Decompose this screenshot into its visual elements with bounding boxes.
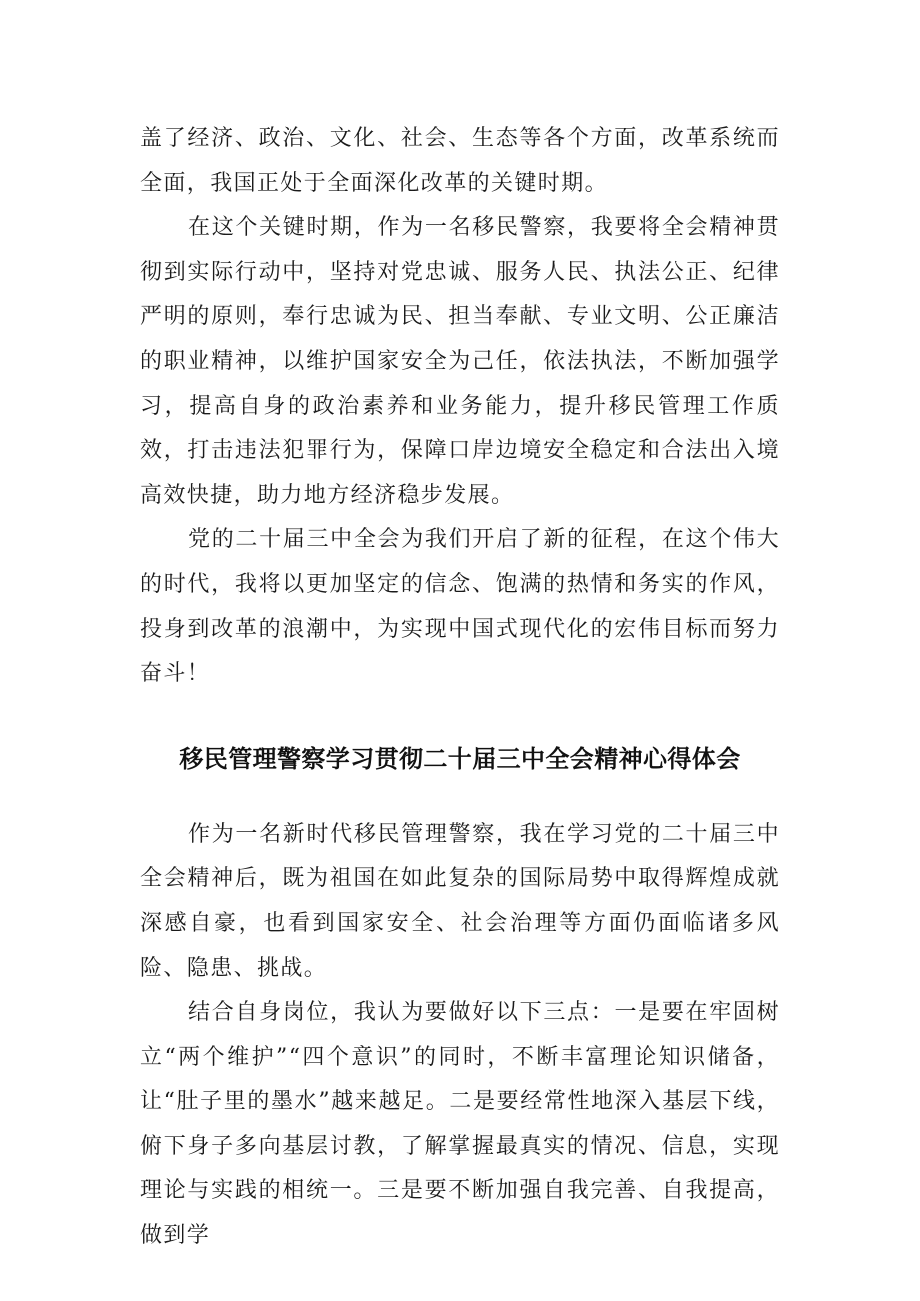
- paragraph-intro: 作为一名新时代移民管理警察，我在学习党的二十届三中全会精神后，既为祖国在如此复杂的国际局势中取得辉煌成就深感自豪，也看到国家安全、社会治理等方面仍面临诸多风险、隐患、挑战。: [140, 821, 780, 981]
- document-page: [140, 117, 780, 1259]
- article-title: 移民管理警察学习贯彻二十届三中全会精神心得体会: [179, 744, 741, 773]
- paragraph-key-period: 在这个关键时期，作为一名移民警察，我要将全会精神贯彻到实际行动中，坚持对党忠诚、服务人民、执法公正、纪律严明的原则，奉行忠诚为民、担当奉献、专业文明、公正廉洁的职业精神，以维护国家安全为己任，依法执法，不断加强学习，提高自身的政治素养和业务能力，提升移民管理工作质效，打击违法犯罪行为，保障口岸边境安全稳定和合法出入境高效快捷，助力地方经济稳步发展。: [140, 215, 780, 508]
- paragraph-new-journey: 党的二十届三中全会为我们开启了新的征程，在这个伟大的时代，我将以更加坚定的信念、饱满的热情和务实的作风，投身到改革的浪潮中，为实现中国式现代化的宏伟目标而努力奋斗！: [140, 527, 780, 687]
- paragraph-continuation: 盖了经济、政治、文化、社会、生态等各个方面，改革系统而全面，我国正处于全面深化改革的关键时期。: [140, 126, 780, 196]
- paragraph-three-points: 结合自身岗位，我认为要做好以下三点：一是要在牢固树立“两个维护”“四个意识”的同时，不断丰富理论知识储备，让“肚子里的墨水”越来越足。二是要经常性地深入基层下线，俯下身子多向基层讨教，了解掌握最真实的情况、信息，实现理论与实践的相统一。三是要不断加强自我完善、自我提高，做到学: [140, 1000, 780, 1249]
